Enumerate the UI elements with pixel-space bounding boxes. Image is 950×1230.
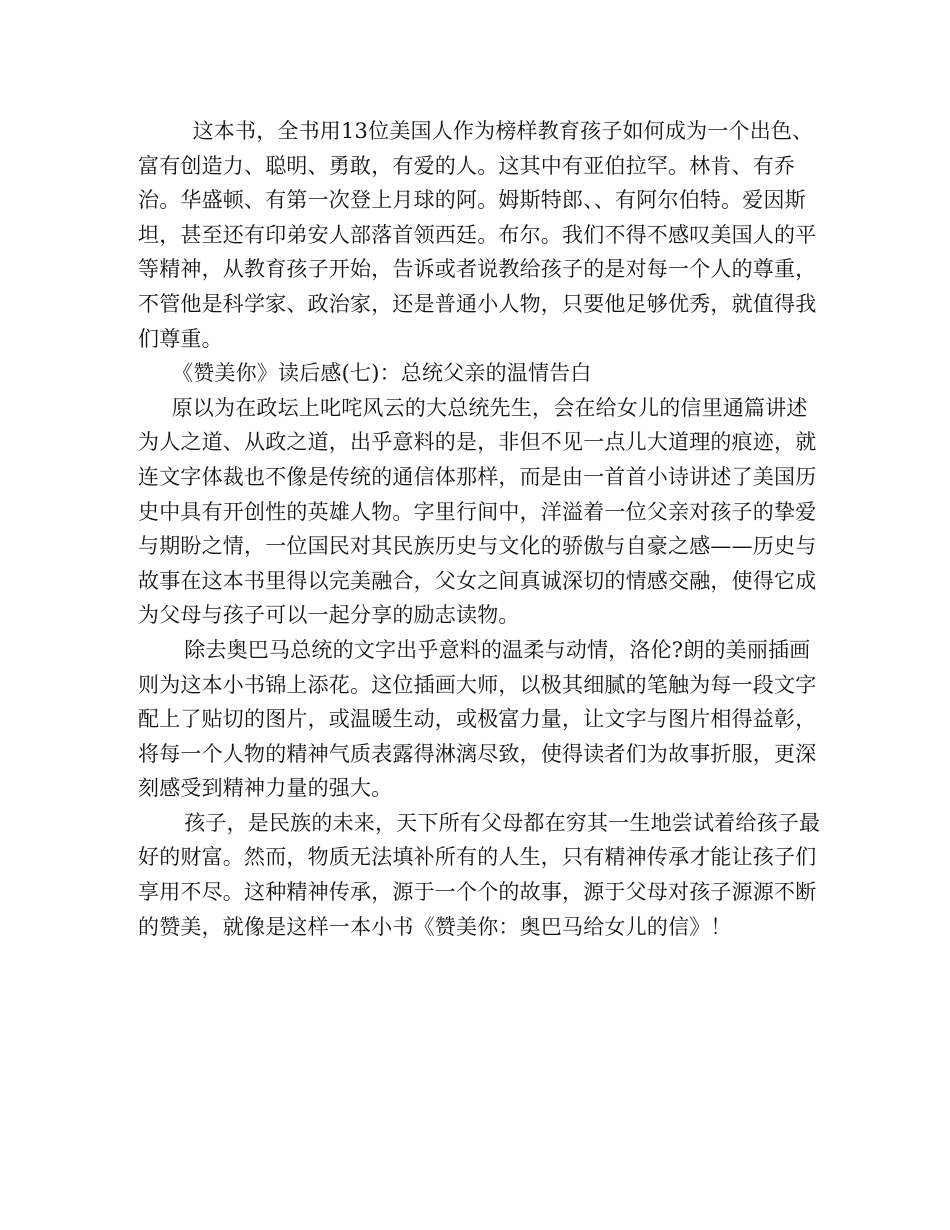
paragraph-father-letter: 原以为在政坛上叱咤风云的大总统先生，会在给女儿的信里通篇讲述为人之道、从政之道，出乎意料的是，非但不见一点儿大道理的痕迹，就连文字体裁也不像是传统的通信体那样，而是由一首首小诗讲述了美国历史中具有开创性的英雄人物。字里行间中，洋溢着一位父亲对孩子的挚爱与期盼之情，一位国民对其民族历史与文化的骄傲与自豪之感——历史与故事在这本书里得以完美融合，父女之间真诚深切的情感交融，使得它成为父母与孩子可以一起分享的励志读物。 bbox=[138, 395, 817, 628]
paragraph-illustrations: 除去奥巴马总统的文字出乎意料的温柔与动情，洛伦?朗的美丽插画则为这本小书锦上添花。这位插画大师，以极其细腻的笔触为每一段文字配上了贴切的图片，或温暖生动，或极富力量，让文字与图片相得益彰，将每一个人物的精神气质表露得淋漓尽致，使得读者们为故事折服，更深刻感受到精神力量的强大。 bbox=[138, 637, 817, 801]
document-body bbox=[138, 114, 828, 944]
paragraph-book-intro: 这本书，全书用13位美国人作为榜样教育孩子如何成为一个出色、富有创造力、聪明、勇敢，有爱的人。这其中有亚伯拉罕。林肯、有乔治。华盛顿、有第一次登上月球的阿。姆斯特郎、、有阿尔伯特。爱因斯坦，甚至还有印弟安人部落首领西廷。布尔。我们不得不感叹美国人的平等精神，从教育孩子开始，告诉或者说教给孩子的是对每一个人的尊重，不管他是科学家、政治家，还是普通小人物，只要他足够优秀，就值得我们尊重。 bbox=[138, 119, 817, 351]
paragraph-children-future: 孩子，是民族的未来，天下所有父母都在穷其一生地尝试着给孩子最好的财富。然而，物质无法填补所有的人生，只有精神传承才能让孩子们享用不尽。这种精神传承，源于一个个的故事，源于父母对孩子源源不断的赞美，就像是这样一本小书《赞美你：奥巴马给女儿的信》！ bbox=[138, 810, 821, 939]
section-heading: 《赞美你》读后感(七)：总统父亲的温情告白 bbox=[172, 361, 592, 386]
